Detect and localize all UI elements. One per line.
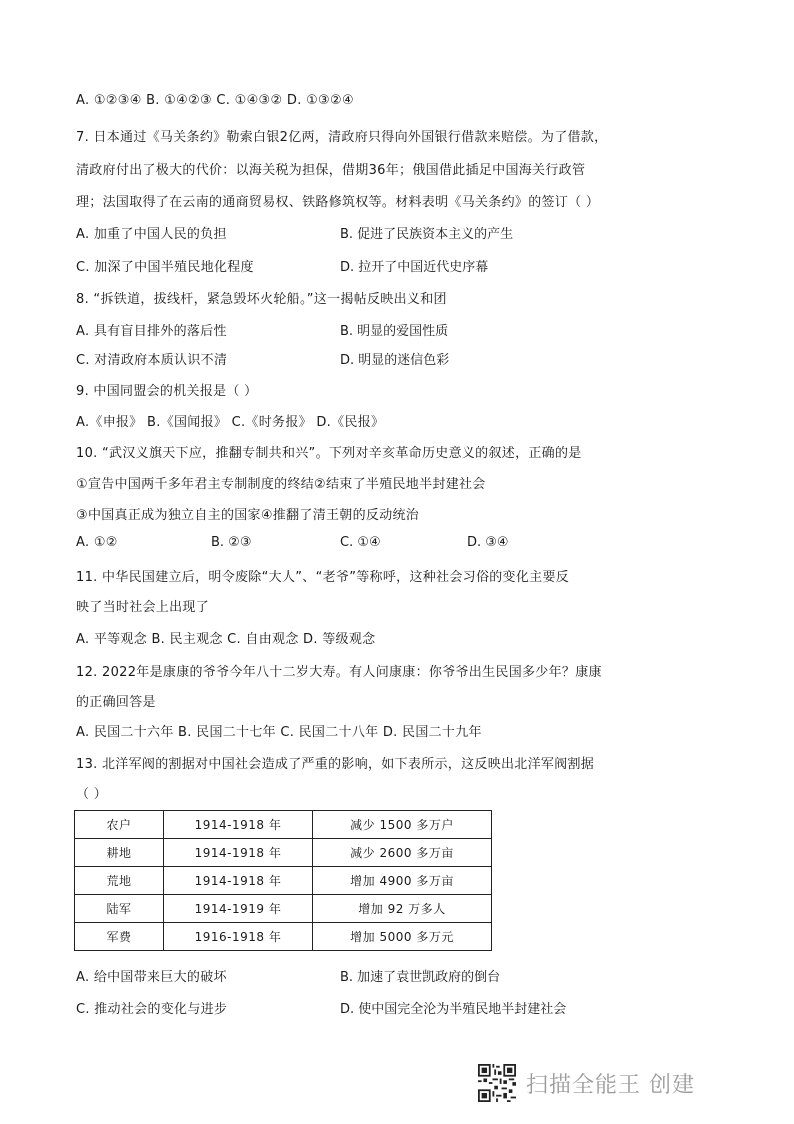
table-cell-change: 增加 92 万多人 <box>313 895 492 923</box>
table-row <box>75 895 492 923</box>
q7-option-c: C. 加深了中国半殖民地化程度 <box>76 260 254 275</box>
q13-stem-line-1: 13. 北洋军阀的割据对中国社会造成了严重的影响，如下表所示，这反映出北洋军阀割据 <box>76 757 595 772</box>
table-cell-item: 军费 <box>75 923 164 951</box>
q13-option-a: A. 给中国带来巨大的破坏 <box>76 970 227 985</box>
table-cell-item: 陆军 <box>75 895 164 923</box>
q10-option-c: C. ①④ <box>340 535 381 550</box>
table-cell-period: 1914-1919 年 <box>164 895 313 923</box>
table-cell-period: 1916-1918 年 <box>164 923 313 951</box>
table-row <box>75 923 492 951</box>
table-cell-period: 1914-1918 年 <box>164 867 313 895</box>
table-cell-change: 减少 2600 多万亩 <box>313 839 492 867</box>
q10-option-d: D. ③④ <box>467 535 509 550</box>
q7-stem-line-2: 清政府付出了极大的代价：以海关税为担保，借期36年；俄国借此插足中国海关行政管 <box>76 163 586 178</box>
q11-stem-line-2: 映了当时社会上出现了 <box>76 600 210 615</box>
q8-option-b: B. 明显的爱国性质 <box>340 324 449 339</box>
q6-options: A. ①②③④ B. ①④②③ C. ①④③② D. ①③②④ <box>76 93 354 108</box>
table-row <box>75 839 492 867</box>
q13-option-b: B. 加速了袁世凯政府的倒台 <box>340 970 501 985</box>
q10-statement-2: ③中国真正成为独立自主的国家④推翻了清王朝的反动统治 <box>76 508 420 523</box>
q7-stem-line-3: 理；法国取得了在云南的通商贸易权、铁路修筑权等。材料表明《马关条约》的签订（ ） <box>76 195 600 210</box>
table-cell-item: 农户 <box>75 811 164 839</box>
qr-code-icon <box>478 1064 516 1102</box>
q13-option-c: C. 推动社会的变化与进步 <box>76 1002 228 1017</box>
q8-option-c: C. 对清政府本质认识不清 <box>76 353 228 368</box>
q8-option-a: A. 具有盲目排外的落后性 <box>76 324 227 339</box>
q12-stem-line-1: 12. 2022年是康康的爷爷今年八十二岁大寿。有人问康康：你爷爷出生民国多少年？康康 <box>76 665 602 680</box>
q7-stem-line-1: 7. 日本通过《马关条约》勒索白银2亿两，清政府只得向外国银行借款来赔偿。为了借款， <box>76 130 608 145</box>
table-cell-change: 减少 1500 多万户 <box>313 811 492 839</box>
q11-options: A. 平等观念 B. 民主观念 C. 自由观念 D. 等级观念 <box>76 632 376 647</box>
scanner-watermark <box>478 1064 695 1102</box>
table-row <box>75 867 492 895</box>
table-cell-period: 1914-1918 年 <box>164 811 313 839</box>
table-cell-item: 耕地 <box>75 839 164 867</box>
q7-option-b: B. 促进了民族资本主义的产生 <box>340 227 514 242</box>
q13-data-table <box>74 810 492 951</box>
q7-option-d: D. 拉开了中国近代史序幕 <box>340 260 489 275</box>
q9-options: A.《申报》 B.《国闻报》 C.《时务报》 D.《民报》 <box>76 415 385 430</box>
q10-option-b: B. ②③ <box>211 535 252 550</box>
q10-stem: 10. “武汉义旗天下应，推翻专制共和兴”。下列对辛亥革命历史意义的叙述，正确的是 <box>76 446 582 461</box>
q10-statement-1: ①宣告中国两千多年君主专制制度的终结②结束了半殖民地半封建社会 <box>76 477 486 492</box>
table-cell-item: 荒地 <box>75 867 164 895</box>
q9-stem: 9. 中国同盟会的机关报是（ ） <box>76 384 258 399</box>
q11-stem-line-1: 11. 中华民国建立后，明令废除“大人”、“老爷”等称呼，这种社会习俗的变化主要反 <box>76 570 570 585</box>
table-cell-change: 增加 4900 多万亩 <box>313 867 492 895</box>
q8-option-d: D. 明显的迷信色彩 <box>340 353 450 368</box>
q12-options: A. 民国二十六年 B. 民国二十七年 C. 民国二十八年 D. 民国二十九年 <box>76 725 482 740</box>
q12-stem-line-2: 的正确回答是 <box>76 695 156 710</box>
q13-stem-line-2: （ ） <box>76 787 108 802</box>
q13-option-d: D. 使中国完全沦为半殖民地半封建社会 <box>340 1002 567 1017</box>
q10-option-a: A. ①② <box>76 535 118 550</box>
q8-stem: 8. “拆铁道，拔线杆，紧急毁坏火轮船。”这一揭帖反映出义和团 <box>76 292 447 307</box>
q7-option-a: A. 加重了中国人民的负担 <box>76 227 227 242</box>
watermark-text: 扫描全能王 创建 <box>526 1072 695 1098</box>
table-cell-change: 增加 5000 多万元 <box>313 923 492 951</box>
table-cell-period: 1914-1918 年 <box>164 839 313 867</box>
table-row <box>75 811 492 839</box>
